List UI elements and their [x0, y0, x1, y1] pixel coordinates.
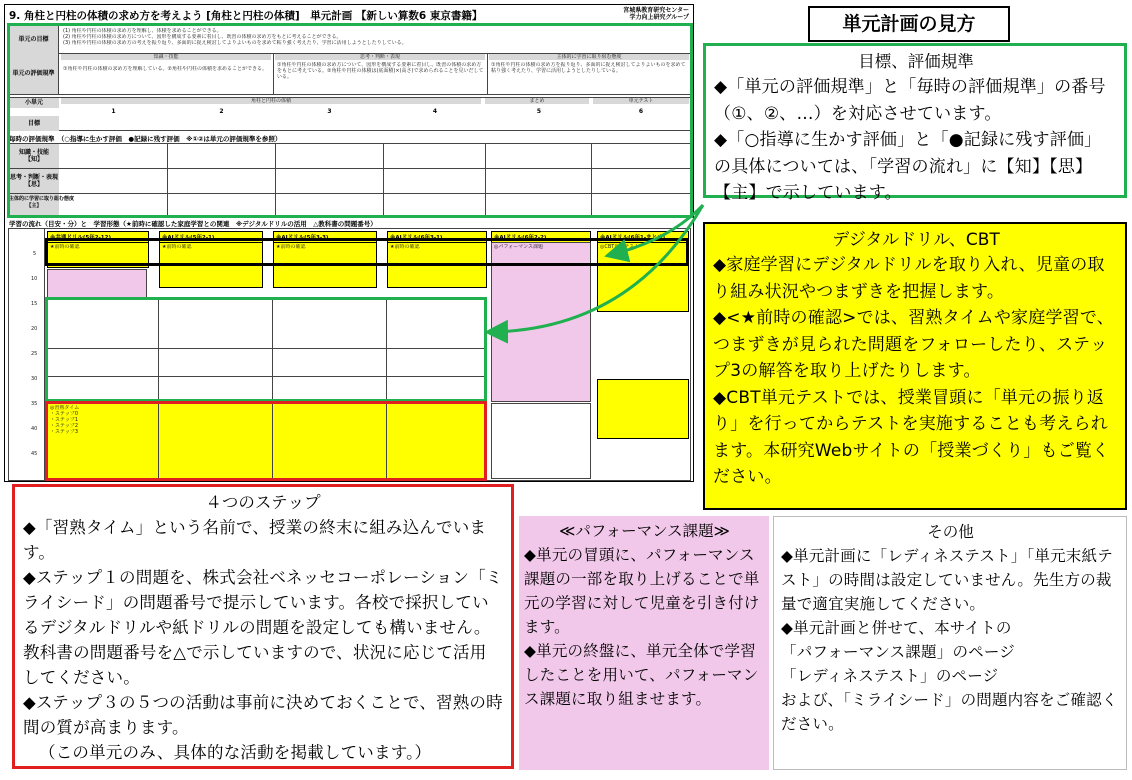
- eval-label: 単元の評価規準: [9, 53, 59, 94]
- hour-6: 6: [638, 108, 644, 115]
- steps-paragraph-3: ◆ステップ３の５つの活動は事前に決めておくことで、習熟の時間の質が高まります。: [23, 693, 503, 737]
- arrow-to-eval: [610, 205, 703, 255]
- four-steps-callout: [12, 484, 514, 769]
- minute-20: 20: [31, 326, 38, 332]
- performance-paragraph-2: ◆単元の終盤に、単元全体で学習したことを用いて、パフォーマンス課題に取り組ませます。: [524, 642, 759, 708]
- other-callout-title: その他: [927, 523, 974, 541]
- performance-task-text: ◎パフォーマンス課題: [494, 244, 543, 250]
- plan-title: 9. 角柱と円柱の体積の求め方を考えよう [角柱と円柱の体積] 単元計画 【新しい算数6 東京書籍】: [9, 10, 483, 22]
- goal-line-2: (2) 角柱や円柱の体積の求め方について、図形を構成する要素に着目し、既習の体積の求め方をもとに考えることができる。: [63, 34, 342, 40]
- performance-task-callout: [519, 516, 769, 770]
- steps-paragraph-1: ◆「習熟タイム」という名前で、授業の終末に組み込んでいます。: [23, 518, 487, 562]
- eval-cell-thinking: ①角柱や円柱の体積の求め方について、図形を構成する要素に着目し、既習の体積の求め方をもとに考えている。②角柱や円柱の体積は(底面積)×(高さ)で求められることを見いだしている。: [277, 62, 484, 80]
- plan-organization: [617, 7, 689, 21]
- drill-paragraph-2: ◆<★前時の確認>では、習熟タイムや家庭学習で、つまずきが見られた問題をフォローしたり、ステップ3の解答を取り上げたりします。: [713, 308, 1114, 381]
- goals-callout: [703, 43, 1127, 203]
- practice-step-3: ・ステップ3: [50, 429, 79, 435]
- minute-25: 25: [31, 351, 38, 357]
- steps-callout-body: [23, 515, 503, 765]
- row-thinking: 思考・判断・表現 【思】: [9, 169, 59, 193]
- other-callout-body: [781, 544, 1120, 736]
- hour-4: 4: [432, 108, 438, 115]
- column-header-2: ※AIドリル(5年2-1): [159, 231, 263, 243]
- goals-callout-body: [714, 74, 1118, 207]
- eval-header-thinking: 思考・判断・表現: [275, 54, 485, 60]
- goals-paragraph-2: ◆「○指導に生かす評価」と「●記録に残す評価」の具体については、「学習の流れ」に【知】【思】【主】で示しています。: [714, 130, 1102, 203]
- practice-highlight: [45, 401, 487, 481]
- arrow-to-activity: [490, 205, 703, 332]
- cbt-text: ◎CBT単元テスト: [600, 244, 640, 250]
- other-paragraph-3: 「パフォーマンス課題」のページ: [781, 643, 1015, 661]
- minute-axis: [9, 229, 45, 481]
- org-line-2: 学力向上研究グループ: [629, 14, 689, 21]
- other-paragraph-1: ◆単元計画に「レディネステスト」「単元末紙テスト」の時間は設定していません。先生方の裁量で適宜実施してください。: [781, 547, 1113, 613]
- eval-header-knowledge: 知識・技能: [61, 54, 271, 60]
- review-text-3: ★前時の確認: [276, 244, 306, 250]
- drill-paragraph-1: ◆家庭学習にデジタルドリルを取り入れ、児童の取り組み状況やつまずきを把握します。: [713, 255, 1105, 302]
- row-knowledge: 知識・技能 【知】: [9, 144, 59, 168]
- column-header-1: ※共通ドリル(5年2-12): [47, 231, 149, 243]
- arrow-connectors: [470, 150, 710, 350]
- minute-40: 40: [31, 426, 38, 432]
- minute-45: 45: [31, 451, 38, 457]
- practice-step-2: ・ステップ2: [50, 423, 79, 429]
- eval-header-attitude: 主体的に学習に取り組む態度: [489, 54, 689, 60]
- minute-35: 35: [31, 401, 38, 407]
- summary-label: まとめ: [485, 98, 589, 104]
- column-header-4: ※AIドリル(6年3-1): [387, 231, 487, 243]
- hour-2: 2: [219, 108, 224, 115]
- column-header-6: ※AIドリル(6年1-まとめ): [597, 231, 689, 243]
- hour-1: 1: [111, 108, 116, 115]
- goal-line-1: (1) 角柱や円柱の体積の求め方を理解し、体積を求めることができる。: [63, 28, 222, 34]
- sub-unit-name: 角柱と円柱の体積: [61, 98, 481, 104]
- performance-intro-cell: [47, 269, 147, 299]
- minute-30: 30: [31, 376, 38, 382]
- goals-callout-title: 目標、評価規準: [858, 52, 974, 71]
- learning-flow-heading: 学習の流れ（目安・分）と 学習形態（★前時に確認した家庭学習との関連 ※デジタルドリルの活用 △教科書の問題番号）: [9, 220, 377, 228]
- cbt-review-cell: [597, 379, 689, 439]
- objective-label: 目標: [9, 116, 59, 131]
- steps-paragraph-4: （この単元のみ、具体的な活動を掲載しています。）: [39, 743, 432, 762]
- steps-callout-title: ４つのステップ: [205, 493, 321, 512]
- drill-paragraph-3: ◆CBT単元テストでは、授業冒頭に「単元の振り返り」を行ってからテストを実施することも考えられます。本研究Webサイトの「授業づくり」もご覧ください。: [713, 387, 1110, 487]
- summary-cell: [491, 403, 591, 479]
- column-header-3: ※AIドリル(5年3-3): [273, 231, 377, 243]
- goal-label: 単元の目標: [9, 26, 59, 53]
- hour-3: 3: [327, 108, 332, 115]
- hour-5: 5: [536, 108, 542, 115]
- practice-step-0: ・ステップ0: [50, 411, 79, 417]
- other-paragraph-2: ◆単元計画と併せて、本サイトの: [781, 619, 1012, 637]
- cbt-label: 単元テスト: [593, 98, 689, 104]
- review-text-2: ★前時の確認: [162, 244, 192, 250]
- other-paragraph-4: 「レディネステスト」のページ: [781, 667, 999, 685]
- org-line-1: 宮城県教育研究センター: [623, 7, 689, 14]
- other-paragraph-5: および、「ミライシード」の問題内容をご確認ください。: [781, 691, 1118, 733]
- column-header-5: ※AIドリル(6年2-2): [491, 231, 591, 243]
- practice-label: ◎習熟タイム: [50, 405, 80, 411]
- review-text-4: ★前時の確認: [390, 244, 420, 250]
- steps-paragraph-2: ◆ステップ１の問題を、株式会社ベネッセコーポレーション「ミライシード」の問題番号で提示しています。各校で採択しているデジタルドリルや紙ドリルの問題を設定しても構いません。教科書の問題番号を△で示していますので、状況に応じて活用してください。: [23, 568, 503, 687]
- row-attitude: 主体的に学習に取り組む態度 【主】: [9, 194, 59, 217]
- activity-highlight: [45, 297, 487, 402]
- minute-5: 5: [33, 251, 37, 257]
- digital-drill-callout: [703, 222, 1127, 510]
- goals-paragraph-1: ◆「単元の評価規準」と「毎時の評価規準」の番号（①、②、…）を対応させています。: [714, 77, 1106, 124]
- eval-cell-knowledge: ①角柱や円柱の体積の求め方を理解している。②角柱や円柱の体積を求めることができる。: [63, 66, 267, 72]
- practice-step-1: ・ステップ1: [50, 417, 79, 423]
- review-text-1: ★前時の確認: [50, 244, 80, 250]
- performance-paragraph-1: ◆単元の冒頭に、パフォーマンス課題の一部を取り上げることで単元の学習に対して児童を引き付けます。: [524, 546, 760, 636]
- goal-line-3: (3) 角柱や円柱の体積の求め方の考えを振り返り、多面的に捉え検討してよりよいものを求めて粘り強く考えたり、学習に活用しようとしたりしている。: [63, 40, 407, 46]
- other-callout: [773, 516, 1127, 770]
- performance-callout-title: ≪パフォーマンス課題≫: [559, 522, 730, 540]
- sub-unit-label: 小単元: [9, 98, 59, 108]
- view-guide-title: 単元計画の見方: [808, 6, 1010, 42]
- drill-callout-title: デジタルドリル、CBT: [832, 230, 1000, 250]
- hourly-eval-heading: 毎時の評価規準 （○指導に生かす評価 ●記録に残す評価 ※①②は単元の評価規準を参照）: [9, 135, 282, 143]
- eval-cell-attitude: ①角柱や円柱の体積の求め方を振り返り、多面的に捉え検討してよりよいものを求めて粘り強く考えたり、学習に活用しようとしたりしている。: [491, 62, 686, 74]
- performance-callout-body: [524, 543, 765, 711]
- drill-callout-body: [713, 252, 1119, 491]
- minute-15: 15: [31, 301, 38, 307]
- minute-10: 10: [31, 276, 38, 282]
